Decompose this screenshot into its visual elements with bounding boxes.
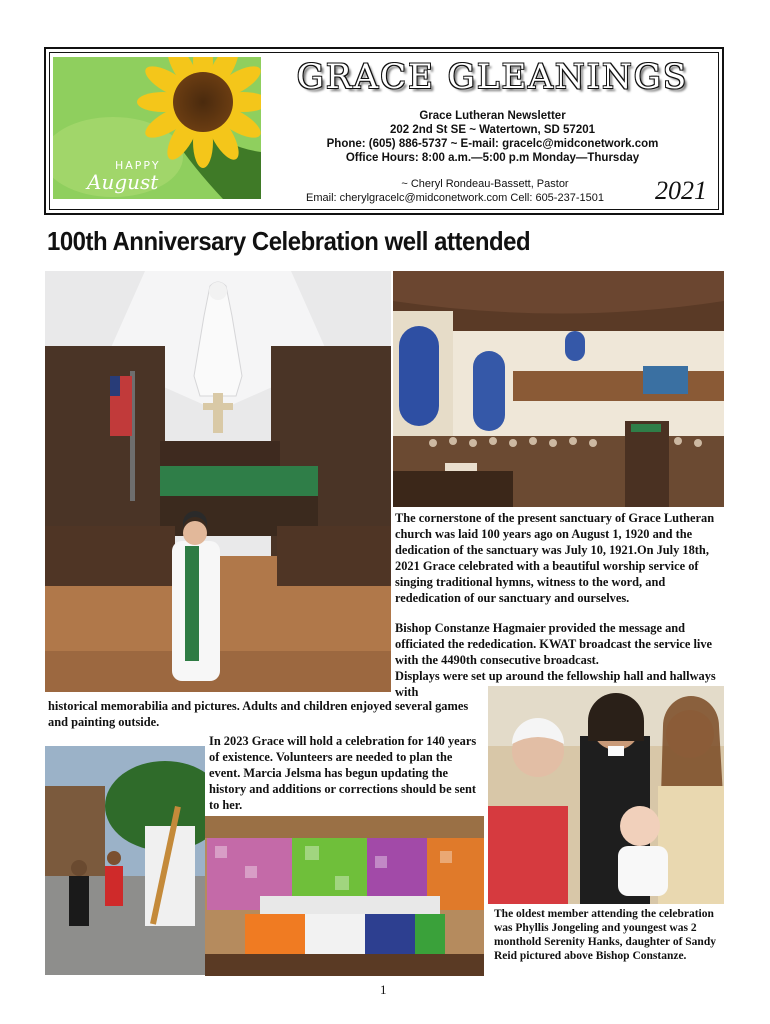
- article-paragraph-4: In 2023 Grace will hold a celebration for 140 years of existence. Volunteers are needed to plan the event. Marcia Jelsma has begun updating the history and additions or corrections should be sent to her.: [209, 734, 477, 812]
- photo-caption: The oldest member attending the celebration was Phyllis Jongeling and youngest was 2 monthold Serenity Hanks, daughter of Sandy Reid pictured above Bishop Constanze.: [494, 908, 716, 962]
- page-number: 1: [380, 982, 387, 997]
- sanctuary-photo: [393, 271, 724, 507]
- church-address: 202 2nd St SE ~ Watertown, SD 57201: [389, 124, 596, 136]
- outdoor-games-photo: [45, 746, 205, 975]
- pastor-name: ~ Cheryl Rondeau-Bassett, Pastor: [401, 178, 569, 190]
- sunflower-image: [53, 57, 261, 199]
- headline: 100th Anniversary Celebration well attended: [47, 226, 531, 256]
- quilts-display-photo: [205, 816, 484, 976]
- happy-text: HAPPY: [115, 159, 161, 172]
- phone-email: Phone: (605) 886-5737 ~ E-mail: gracelc@midconetwork.com: [326, 138, 659, 150]
- august-text: August: [87, 170, 159, 194]
- year: 2021: [655, 176, 707, 205]
- pastor-contact: Email: cherylgracelc@midconetwork.com Cell: 605-237-1501: [306, 192, 604, 204]
- newsletter-title: GRACE GLEANINGS: [296, 57, 689, 97]
- altar-photo: [45, 271, 391, 692]
- article-paragraph-1: The cornerstone of the present sanctuary of Grace Lutheran church was laid 100 years ago on August 1, 1920 and the dedication of the sanctuary was July 10, 1921.On July 18th, 2021 Grace celebrated with a beautiful worship service of singing traditional hymns, witness to the word, and rededication of our sanctuary and ourselves.: [395, 511, 715, 605]
- article-paragraph-3b: historical memorabilia and pictures. Adults and children enjoyed several games and painting outside.: [48, 699, 469, 729]
- article-paragraph-2: Bishop Constanze Hagmaier provided the message and officiated the rededication. KWAT broadcast the service live with the 4490th consecutive broadcast.: [395, 621, 713, 667]
- article-paragraph-3a: Displays were set up around the fellowship hall and hallways with: [395, 669, 716, 699]
- family-photo: [488, 686, 724, 904]
- office-hours: Office Hours: 8:00 a.m.—5:00 p.m Monday—Thursday: [345, 152, 640, 164]
- newsletter-name: Grace Lutheran Newsletter: [419, 110, 566, 122]
